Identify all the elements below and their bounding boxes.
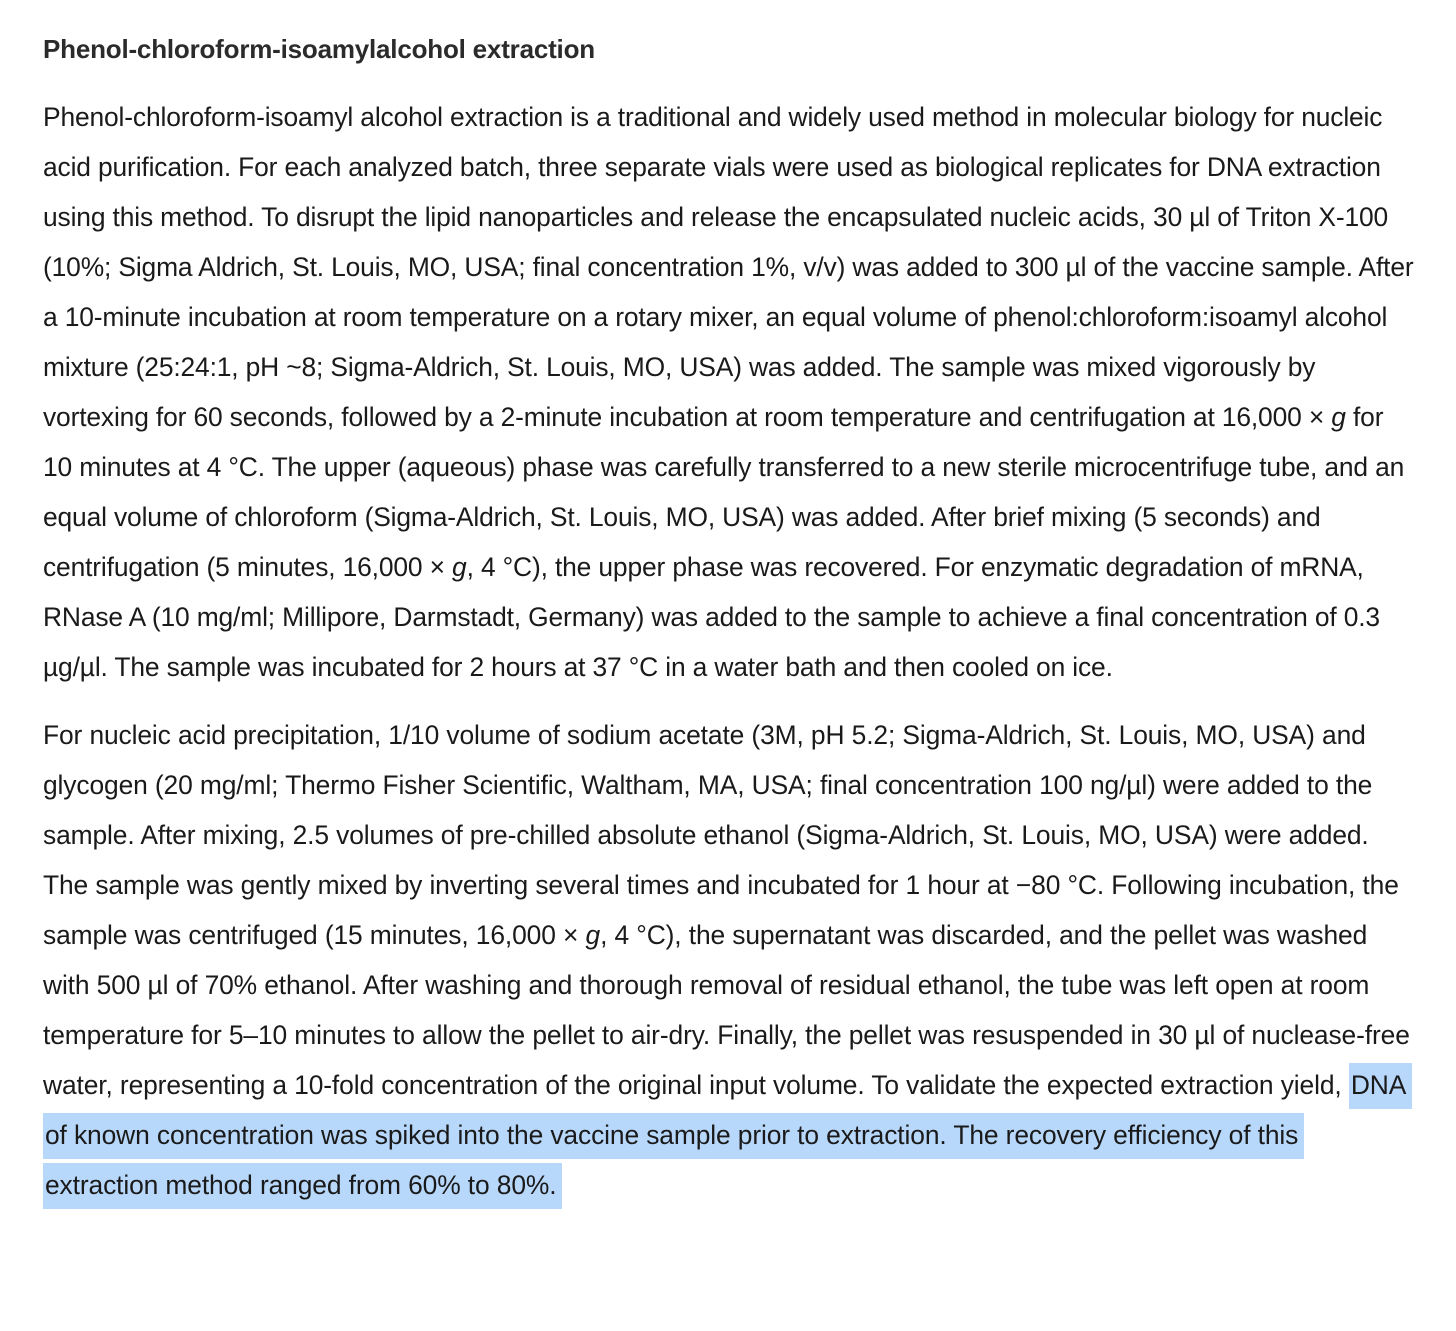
paragraph-1-text-a: Phenol-chloroform-isoamyl alcohol extraction is a traditional and widely used method in molecular biology for nucleic acid purification. For each analyzed batch, three separate vials were used as biological replicates for DNA extraction using this method. To disrupt the lipid nanoparticles and release the encapsulated nucleic acids, 30 µl of Triton X-100 (10%; Sigma Aldrich, St. Louis, MO, USA; final concentration 1%, v/v) was added to 300 µl of the vaccine sample. After a 10-minute incubation at room temperature on a rotary mixer, an equal volume of phenol:chloroform:isoamyl alcohol mixture (25:24:1, pH ~8; Sigma-Aldrich, St. Louis, MO, USA) was added. The sample was mixed vigorously by vortexing for 60 seconds, followed by a 2-minute incubation at room temperature and centrifugation at 16,000 × <box>43 102 1414 432</box>
g-force-symbol: g <box>585 920 601 950</box>
paragraph-2[interactable] <box>43 710 1416 1210</box>
paragraph-1[interactable] <box>43 92 1416 692</box>
g-force-symbol: g <box>452 552 467 582</box>
section-heading: Phenol-chloroform-isoamylalcohol extraction <box>43 34 595 64</box>
g-force-symbol: g <box>1331 402 1346 432</box>
paragraph-1-text-c: , 4 °C), the upper phase was recovered. For enzymatic degradation of mRNA, RNase A (10 mg/ml; Millipore, Darmstadt, Germany) was added to the sample to achieve a final concentration of 0.3 µg/µl. The sample was incubated for 2 hours at 37 °C in a water bath and then cooled on ice. <box>43 552 1380 682</box>
paragraph-2-text-b: , 4 °C), the supernatant was discarded, and the pellet was washed with 500 µl of 70% ethanol. After washing and thorough removal of residual ethanol, the tube was left open at room temperature for 5–10 minutes to allow the pellet to air-dry. Finally, the pellet was resuspended in 30 µl of nuclease-free water, representing a 10-fold concentration of the original input volume. To validate the expected extraction yield, <box>43 920 1410 1100</box>
paragraph-1-text-b: for 10 minutes at 4 °C. The upper (aqueous) phase was carefully transferred to a new sterile microcentrifuge tube, and an equal volume of chloroform (Sigma-Aldrich, St. Louis, MO, USA) was added. After brief mixing (5 seconds) and centrifugation (5 minutes, 16,000 × <box>43 402 1405 582</box>
paragraph-2-text-a: For nucleic acid precipitation, 1/10 volume of sodium acetate (3M, pH 5.2; Sigma-Aldrich, St. Louis, MO, USA) and glycogen (20 mg/ml; Thermo Fisher Scientific, Waltham, MA, USA; final concentration 100 ng/µl) were added to the sample. After mixing, 2.5 volumes of pre-chilled absolute ethanol (Sigma-Aldrich, St. Louis, MO, USA) were added. The sample was gently mixed by inverting several times and incubated for 1 hour at −80 °C. Following incubation, the sample was centrifuged (15 minutes, 16,000 × <box>43 720 1399 950</box>
selected-text-highlight[interactable]: DNA of known concentration was spiked into the vaccine sample prior to extraction. The recovery efficiency of this extraction method ranged from 60% to 80%. <box>43 1063 1412 1209</box>
